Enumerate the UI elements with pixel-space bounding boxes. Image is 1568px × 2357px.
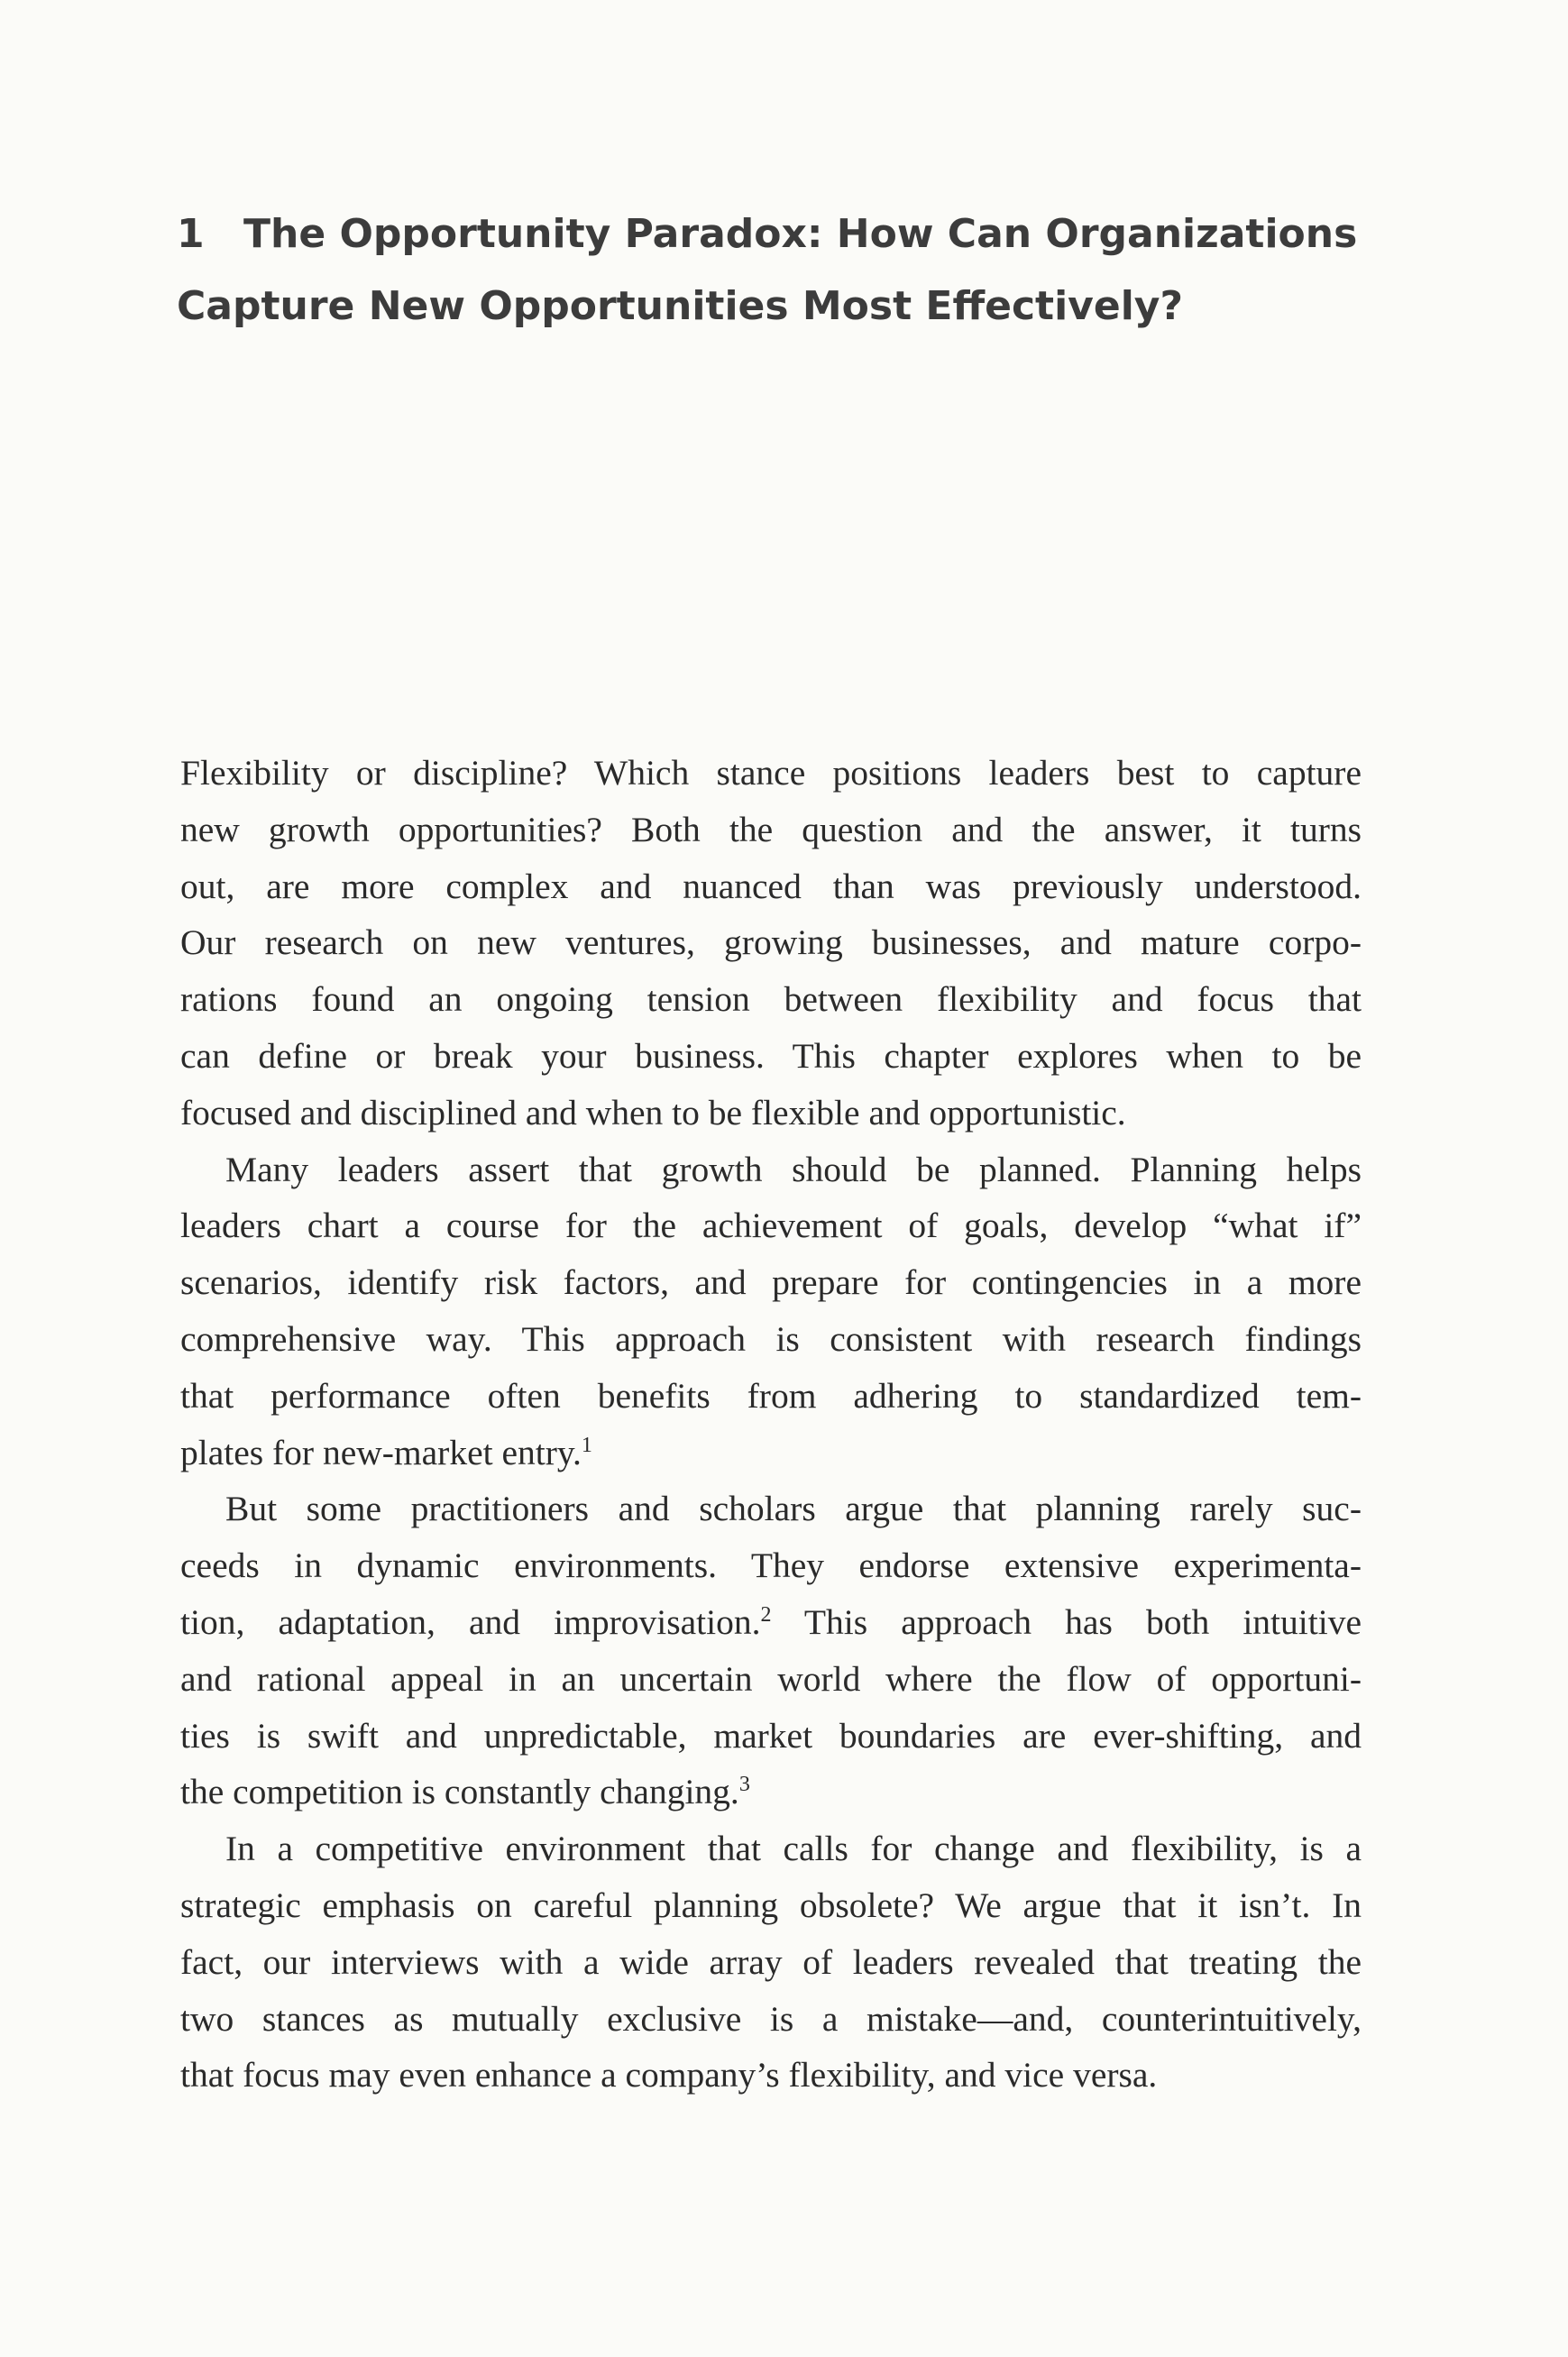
text-line: scenarios, identify risk factors, and prepare for contingencies in a more — [180, 1262, 1362, 1303]
text-line: Our research on new ventures, growing businesses, and mature corpo- — [180, 922, 1362, 963]
footnote-marker: 3 — [738, 1773, 750, 1797]
chapter-number: 1 — [177, 211, 205, 257]
text-line: ceeds in dynamic environments. They endorse extensive experimenta- — [180, 1545, 1362, 1586]
text-line — [180, 1764, 1362, 1820]
text-line: In a competitive environment that calls for change and flexibility, is a — [225, 1829, 1362, 1869]
text-line — [180, 1594, 1362, 1651]
text-line: Flexibility or discipline? Which stance positions leaders best to capture — [180, 753, 1362, 793]
text-line-text: the competition is constantly changing. — [180, 1772, 739, 1812]
text-line: that focus may even enhance a company’s flexibility, and vice versa. — [180, 2055, 1158, 2096]
text-line-text: tion, adaptation, and improvisation. — [180, 1601, 761, 1642]
text-line: two stances as mutually exclusive is a mistake—and, counterintuitively, — [180, 1998, 1362, 2039]
text-line: focused and disciplined and when to be flexible and opportunistic. — [180, 1092, 1126, 1133]
chapter-title-line: Capture New Opportunities Most Effectively? — [177, 283, 1183, 329]
paragraph — [180, 1142, 1362, 1481]
text-line: fact, our interviews with a wide array of leaders revealed that treating the — [180, 1941, 1362, 1982]
text-line: that performance often benefits from adhering to standardized tem- — [180, 1375, 1362, 1416]
chapter-title — [177, 198, 1358, 343]
text-line-text: plates for new-market entry. — [180, 1432, 582, 1472]
body-text — [180, 745, 1362, 2104]
footnote-marker: 2 — [760, 1602, 772, 1627]
paragraph — [180, 1820, 1362, 2104]
text-line: Many leaders assert that growth should be planned. Planning helps — [225, 1149, 1362, 1189]
text-line: out, are more complex and nuanced than was previously understood. — [180, 866, 1362, 906]
text-line: and rational appeal in an uncertain world where the flow of opportuni- — [180, 1658, 1362, 1699]
text-line: leaders chart a course for the achievement of goals, develop “what if” — [180, 1206, 1362, 1246]
paragraph — [180, 1481, 1362, 1820]
paragraph — [180, 745, 1362, 1142]
text-line: can define or break your business. This chapter explores when to be — [180, 1035, 1362, 1076]
text-line: But some practitioners and scholars argue that planning rarely suc- — [225, 1489, 1362, 1529]
footnote-marker: 1 — [581, 1433, 592, 1457]
chapter-title-text: The Opportunity Paradox: How Can Organizations — [243, 211, 1358, 257]
chapter-title-line — [177, 198, 1358, 271]
text-line: comprehensive way. This approach is consistent with research findings — [180, 1318, 1362, 1359]
text-line: ties is swift and unpredictable, market boundaries are ever-shifting, and — [180, 1715, 1362, 1756]
text-line: new growth opportunities? Both the question and the answer, it turns — [180, 809, 1362, 849]
text-line-text: This approach has both intuitive — [771, 1601, 1362, 1642]
text-line: rations found an ongoing tension between flexibility and focus that — [180, 979, 1362, 1020]
text-line: strategic emphasis on careful planning obsolete? We argue that it isn’t. In — [180, 1885, 1362, 1925]
text-line — [180, 1425, 1362, 1481]
